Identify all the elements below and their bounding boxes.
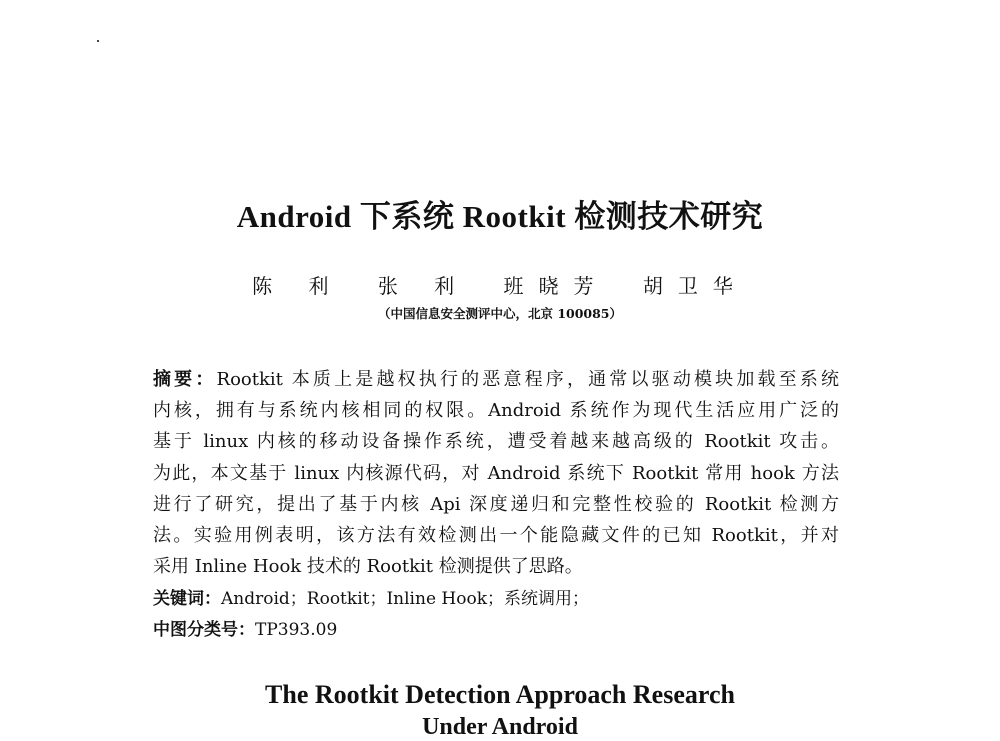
english-title: The Rootkit Detection Approach Research [265, 680, 735, 709]
classification-value: TP393.09 [255, 620, 338, 640]
abstract [153, 364, 839, 582]
affiliation: （中国信息安全测评中心，北京 100085） [377, 306, 623, 321]
abstract-line: 为此，本文基于 linux 内核源代码，对 Android 系统下 Rootkit 常用 hook 方法 [153, 462, 839, 484]
abstract-line: 法。实验用例表明，该方法有效检测出一个能隐藏文件的已知 Rootkit，并对 [153, 525, 839, 547]
abstract-line: 进行了研究，提出了基于内核 Api 深度递归和完整性校验的 Rootkit 检测方 [153, 493, 839, 515]
abstract-line: 采用 Inline Hook 技术的 Rootkit 检测提供了思路。 [153, 556, 583, 578]
author-name: 胡卫华 [642, 274, 748, 298]
abstract-line: 摘要：Rootkit 本质上是越权执行的恶意程序，通常以驱动模块加载至系统 [153, 369, 840, 390]
author-name: 陈 利 [252, 274, 344, 298]
abstract-line: 内核，拥有与系统内核相同的权限。Android 系统作为现代生活应用广泛的 [153, 400, 839, 422]
author-name: 张 利 [377, 274, 470, 298]
keywords-value: Android；Rootkit；Inline Hook；系统调用； [221, 589, 590, 609]
classification-label: 中图分类号： [153, 620, 255, 640]
keywords [153, 584, 589, 609]
author-name: 班晓芳 [503, 274, 609, 298]
english-subtitle: Under Android [422, 714, 578, 740]
classification [153, 615, 337, 640]
abstract-label: 摘要： [153, 369, 217, 390]
scan-speck [97, 40, 99, 42]
keywords-label: 关键词： [153, 589, 221, 609]
author-list [0, 270, 1000, 299]
abstract-line: 基于 linux 内核的移动设备操作系统，遭受着越来越高级的 Rootkit 攻击。 [153, 431, 839, 453]
paper-title: Android 下系统 Rootkit 检测技术研究 [236, 199, 764, 234]
